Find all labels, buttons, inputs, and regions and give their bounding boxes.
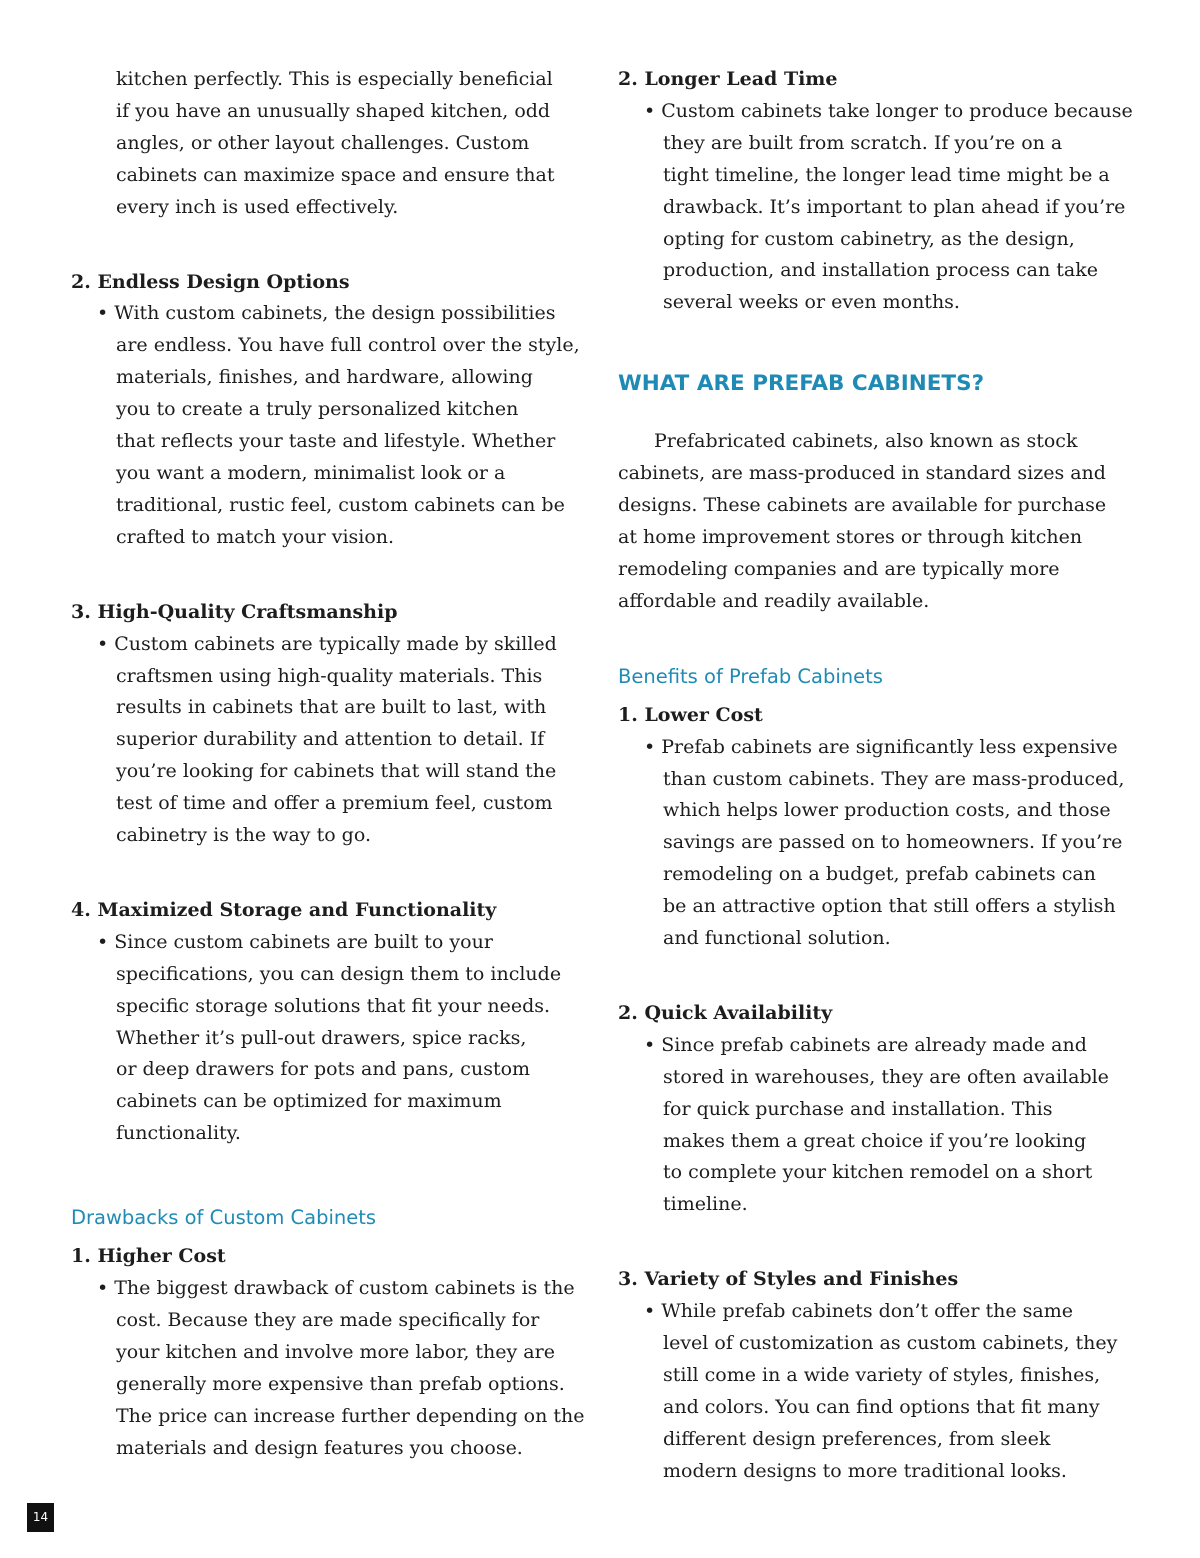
text-line: they are built from scratch. If you’re on a (663, 131, 1063, 154)
item-body-endless-design (71, 298, 586, 553)
text-line: every inch is used effectively. (116, 195, 399, 218)
text-line: functionality. (116, 1122, 241, 1145)
item-body-storage (71, 927, 586, 1150)
text-line: remodeling on a budget, prefab cabinets can (663, 863, 1096, 886)
text-line: specific storage solutions that fit your needs. (116, 994, 551, 1017)
item-title-lead-time: 2. Longer Lead Time (618, 68, 838, 90)
text-line: different design preferences, from sleek (663, 1427, 1051, 1450)
text-line: you to create a truly personalized kitchen (116, 398, 519, 421)
text-line: if you have an unusually shaped kitchen, odd (116, 99, 551, 122)
text-line: for quick purchase and installation. This (663, 1097, 1053, 1120)
text-line: which helps lower production costs, and those (663, 799, 1111, 822)
text-line: your kitchen and involve more labor, they are (116, 1340, 555, 1363)
text-line: drawback. It’s important to plan ahead if you’re (663, 195, 1126, 218)
text-line: • Prefab cabinets are significantly less expensive (644, 735, 1118, 758)
text-line: and colors. You can find options that fit many (663, 1395, 1100, 1418)
item-body-higher-cost (71, 1273, 586, 1464)
text-line: designs. These cabinets are available for purchase (618, 494, 1107, 517)
item-title-variety: 3. Variety of Styles and Finishes (618, 1268, 959, 1291)
text-line: several weeks or even months. (663, 291, 960, 314)
text-line: savings are passed on to homeowners. If you’re (663, 831, 1123, 854)
text-line: • Since custom cabinets are built to your (97, 930, 493, 953)
text-line: generally more expensive than prefab options. (116, 1372, 565, 1395)
text-line: are endless. You have full control over the style, (116, 334, 580, 357)
text-line: and functional solution. (663, 927, 891, 950)
text-line: results in cabinets that are built to last, with (116, 696, 547, 719)
item-title-craftsmanship: 3. High-Quality Craftsmanship (71, 600, 398, 623)
text-line: tight timeline, the longer lead time might be a (663, 163, 1110, 186)
text-line: • The biggest drawback of custom cabinets is the (97, 1277, 575, 1300)
item-body-lead-time (618, 96, 1138, 319)
text-line: cabinetry is the way to go. (116, 824, 371, 847)
text-line: cabinets can maximize space and ensure that (116, 163, 555, 186)
text-line: • Since prefab cabinets are already made and (644, 1033, 1087, 1056)
text-line: stored in warehouses, they are often available (663, 1065, 1109, 1088)
text-line: angles, or other layout challenges. Custom (116, 131, 530, 154)
text-line: than custom cabinets. They are mass-produced, (663, 767, 1125, 790)
text-line: affordable and readily available. (618, 589, 930, 612)
text-line: traditional, rustic feel, custom cabinets can be (116, 493, 565, 516)
text-line: be an attractive option that still offers a stylish (663, 895, 1116, 918)
item-title-storage: 4. Maximized Storage and Functionality (71, 898, 497, 921)
item-title-endless-design: 2. Endless Design Options (71, 270, 350, 293)
text-line: that reflects your taste and lifestyle. Whether (116, 430, 556, 453)
left-column (71, 64, 586, 1465)
text-line: specifications, you can design them to include (116, 962, 562, 985)
text-line: opting for custom cabinetry, as the design, (663, 227, 1075, 250)
text-line: • Custom cabinets take longer to produce because (644, 99, 1133, 122)
text-line: • Custom cabinets are typically made by skilled (97, 632, 557, 655)
text-line: at home improvement stores or through kitchen (618, 525, 1083, 548)
text-line: cost. Because they are made specifically for (116, 1309, 540, 1331)
text-line: you’re looking for cabinets that will stand the (116, 760, 557, 783)
intro-continuation (71, 64, 586, 224)
text-line: Whether it’s pull-out drawers, spice racks, (116, 1026, 527, 1049)
text-line: to complete your kitchen remodel on a short (663, 1161, 1093, 1184)
drawbacks-heading: Drawbacks of Custom Cabinets (71, 1206, 377, 1230)
text-line: The price can increase further depending on the (116, 1404, 585, 1427)
right-column (618, 64, 1138, 1488)
text-line: • While prefab cabinets don’t offer the same (644, 1300, 1073, 1323)
text-line: Prefabricated cabinets, also known as stock (654, 430, 1078, 453)
text-line: craftsmen using high-quality materials. This (116, 664, 543, 687)
item-title-higher-cost: 1. Higher Cost (71, 1245, 226, 1268)
text-line: kitchen perfectly. This is especially beneficial (116, 68, 553, 90)
text-line: cabinets can be optimized for maximum (116, 1090, 502, 1113)
text-line: superior durability and attention to detail. If (116, 728, 545, 751)
text-line: materials, finishes, and hardware, allowing (116, 366, 533, 389)
text-line: makes them a great choice if you’re looking (663, 1129, 1087, 1152)
text-line: or deep drawers for pots and pans, custom (116, 1058, 531, 1081)
item-title-quick-availability: 2. Quick Availability (618, 1001, 833, 1024)
text-line: modern designs to more traditional looks. (663, 1459, 1067, 1482)
text-line: timeline. (663, 1193, 748, 1216)
text-line: materials and design features you choose. (116, 1436, 523, 1459)
text-line: level of customization as custom cabinets, they (663, 1332, 1118, 1355)
text-line: crafted to match your vision. (116, 525, 395, 548)
item-body-quick-availability (618, 1030, 1138, 1221)
text-line: cabinets, are mass-produced in standard sizes and (618, 462, 1106, 485)
item-body-lower-cost (618, 732, 1138, 955)
benefits-heading: Benefits of Prefab Cabinets (618, 664, 883, 688)
item-body-variety (618, 1296, 1138, 1487)
item-title-lower-cost: 1. Lower Cost (618, 703, 763, 726)
text-line: still come in a wide variety of styles, finishes, (663, 1364, 1101, 1386)
text-line: test of time and offer a premium feel, custom (116, 792, 553, 815)
section-heading-prefab: WHAT ARE PREFAB CABINETS? (618, 371, 985, 397)
text-line: remodeling companies and are typically more (618, 557, 1060, 580)
section-paragraph-prefab (618, 426, 1138, 617)
text-line: you want a modern, minimalist look or a (116, 461, 506, 484)
text-line: • With custom cabinets, the design possibilities (97, 302, 556, 325)
page-number: 14 (27, 1503, 54, 1532)
item-body-craftsmanship (71, 629, 586, 852)
text-line: production, and installation process can take (663, 259, 1098, 282)
